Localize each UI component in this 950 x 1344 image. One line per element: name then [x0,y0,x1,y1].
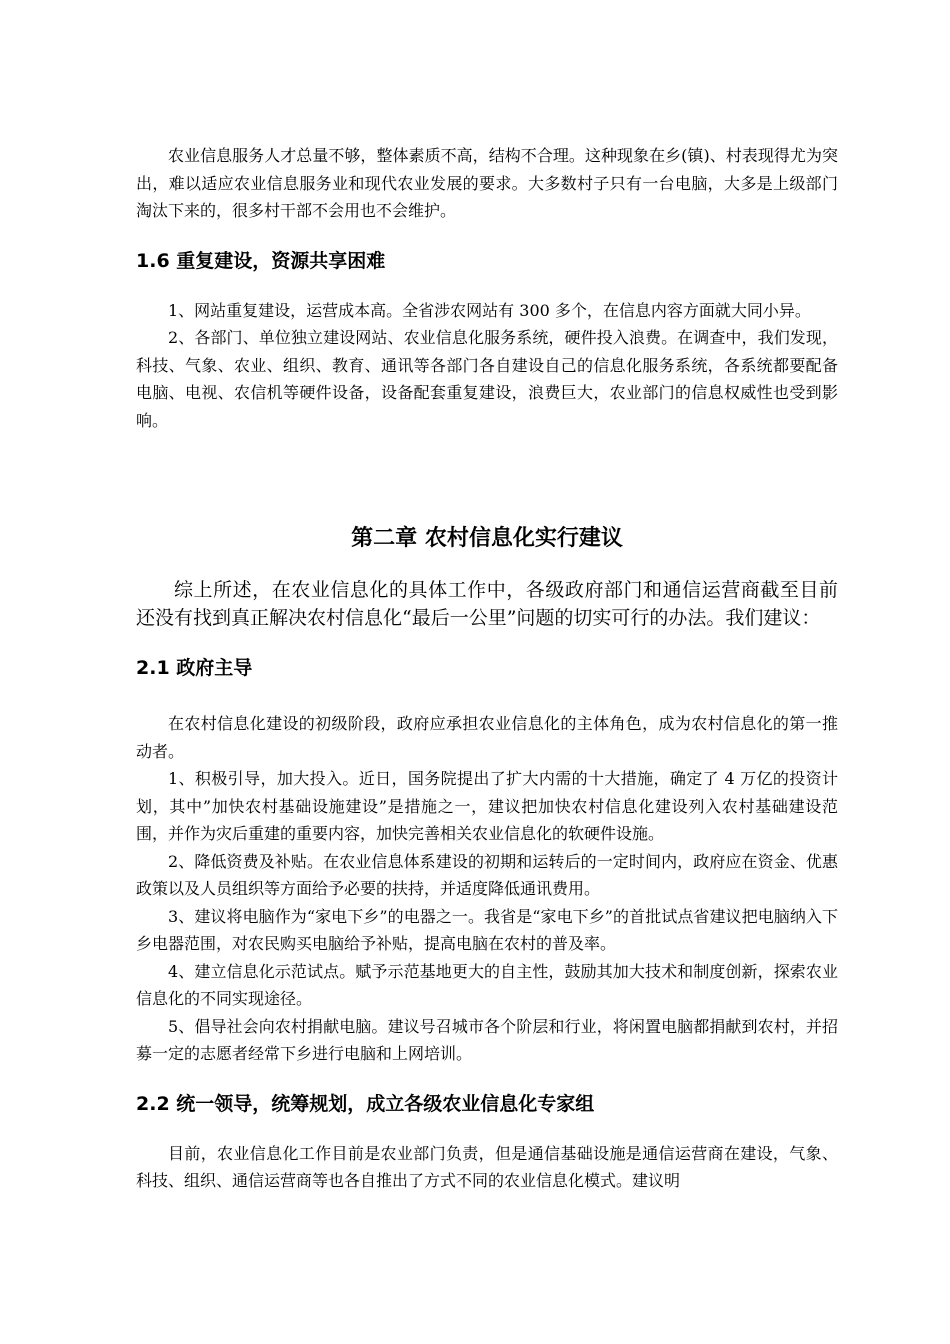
paragraph-summary: 综上所述，在农业信息化的具体工作中，各级政府部门和通信运营商截至目前还没有找到真正解决农村信息化“最后一公里”问题的切实可行的办法。我们建议： [136,579,838,629]
paragraph-item-1: 1、积极引导，加大投入。近日，国务院提出了扩大内需的十大措施，确定了 4 万亿的投资计划，其中”加快农村基础设施建设”是措施之一，建议把加快农村信息化建设列入农村基础建设范围，并作为灾后重建的重要内容，加快完善相关农业信息化的软硬件设施。 [136,769,838,843]
paragraph-hardware-waste: 2、各部门、单位独立建设网站、农业信息化服务系统，硬件投入浪费。在调查中，我们发现，科技、气象、农业、组织、教育、通讯等各部门各自建设自己的信息化服务系统，各系统都要配备电脑、电视、农信机等硬件设备，设备配套重复建设，浪费巨大，农业部门的信息权威性也受到影响。 [136,328,838,430]
paragraph-website-duplication: 1、网站重复建设，运营成本高。全省涉农网站有 300 多个，在信息内容方面就大同小异。 [168,300,811,320]
spacer [136,1118,838,1140]
heading-1-6: 1.6 重复建设，资源共享困难 [136,249,386,272]
paragraph-talent-shortage: 农业信息服务人才总量不够，整体素质不高，结构不合理。这种现象在乡(镇)、村表现得尤为突出，难以适应农业信息服务业和现代农业发展的要求。大多数村子只有一台电脑，大多是上级部门淘汰下来的，很多村干部不会用也不会维护。 [136,146,838,220]
chapter-2-title: 第二章 农村信息化实行建议 [351,526,623,551]
paragraph-current-situation: 目前，农业信息化工作目前是农业部门负责，但是通信基础设施是通信运营商在建设，气象、科技、组织、通信运营商等也各自推出了方式不同的农业信息化模式。建议明 [136,1143,838,1190]
heading-2-2: 2.2 统一领导，统筹规划，成立各级农业信息化专家组 [136,1092,595,1115]
document-page [136,142,838,1195]
spacer [136,632,838,654]
spacer [136,554,838,576]
spacer [136,434,838,524]
paragraph-government-role: 在农村信息化建设的初级阶段，政府应承担农业信息化的主体角色，成为农村信息化的第一推动者。 [136,714,838,761]
spacer [136,1068,838,1090]
paragraph-item-5: 5、倡导社会向农村捐献电脑。建议号召城市各个阶层和行业，将闲置电脑都捐献到农村，并招募一定的志愿者经常下乡进行电脑和上网培训。 [136,1016,838,1063]
spacer [136,225,838,247]
spacer [136,682,838,710]
paragraph-item-3: 3、建议将电脑作为“家电下乡”的电器之一。我省是“家电下乡”的首批试点省建议把电脑纳入下乡电器范围，对农民购买电脑给予补贴，提高电脑在农村的普及率。 [136,906,838,953]
paragraph-item-4: 4、建立信息化示范试点。赋予示范基地更大的自主性，鼓励其加大技术和制度创新，探索农业信息化的不同实现途径。 [136,961,838,1008]
spacer [136,275,838,297]
heading-2-1: 2.1 政府主导 [136,657,253,679]
paragraph-item-2: 2、降低资费及补贴。在农业信息体系建设的初期和运转后的一定时间内，政府应在资金、优惠政策以及人员组织等方面给予必要的扶持，并适度降低通讯费用。 [136,851,838,898]
